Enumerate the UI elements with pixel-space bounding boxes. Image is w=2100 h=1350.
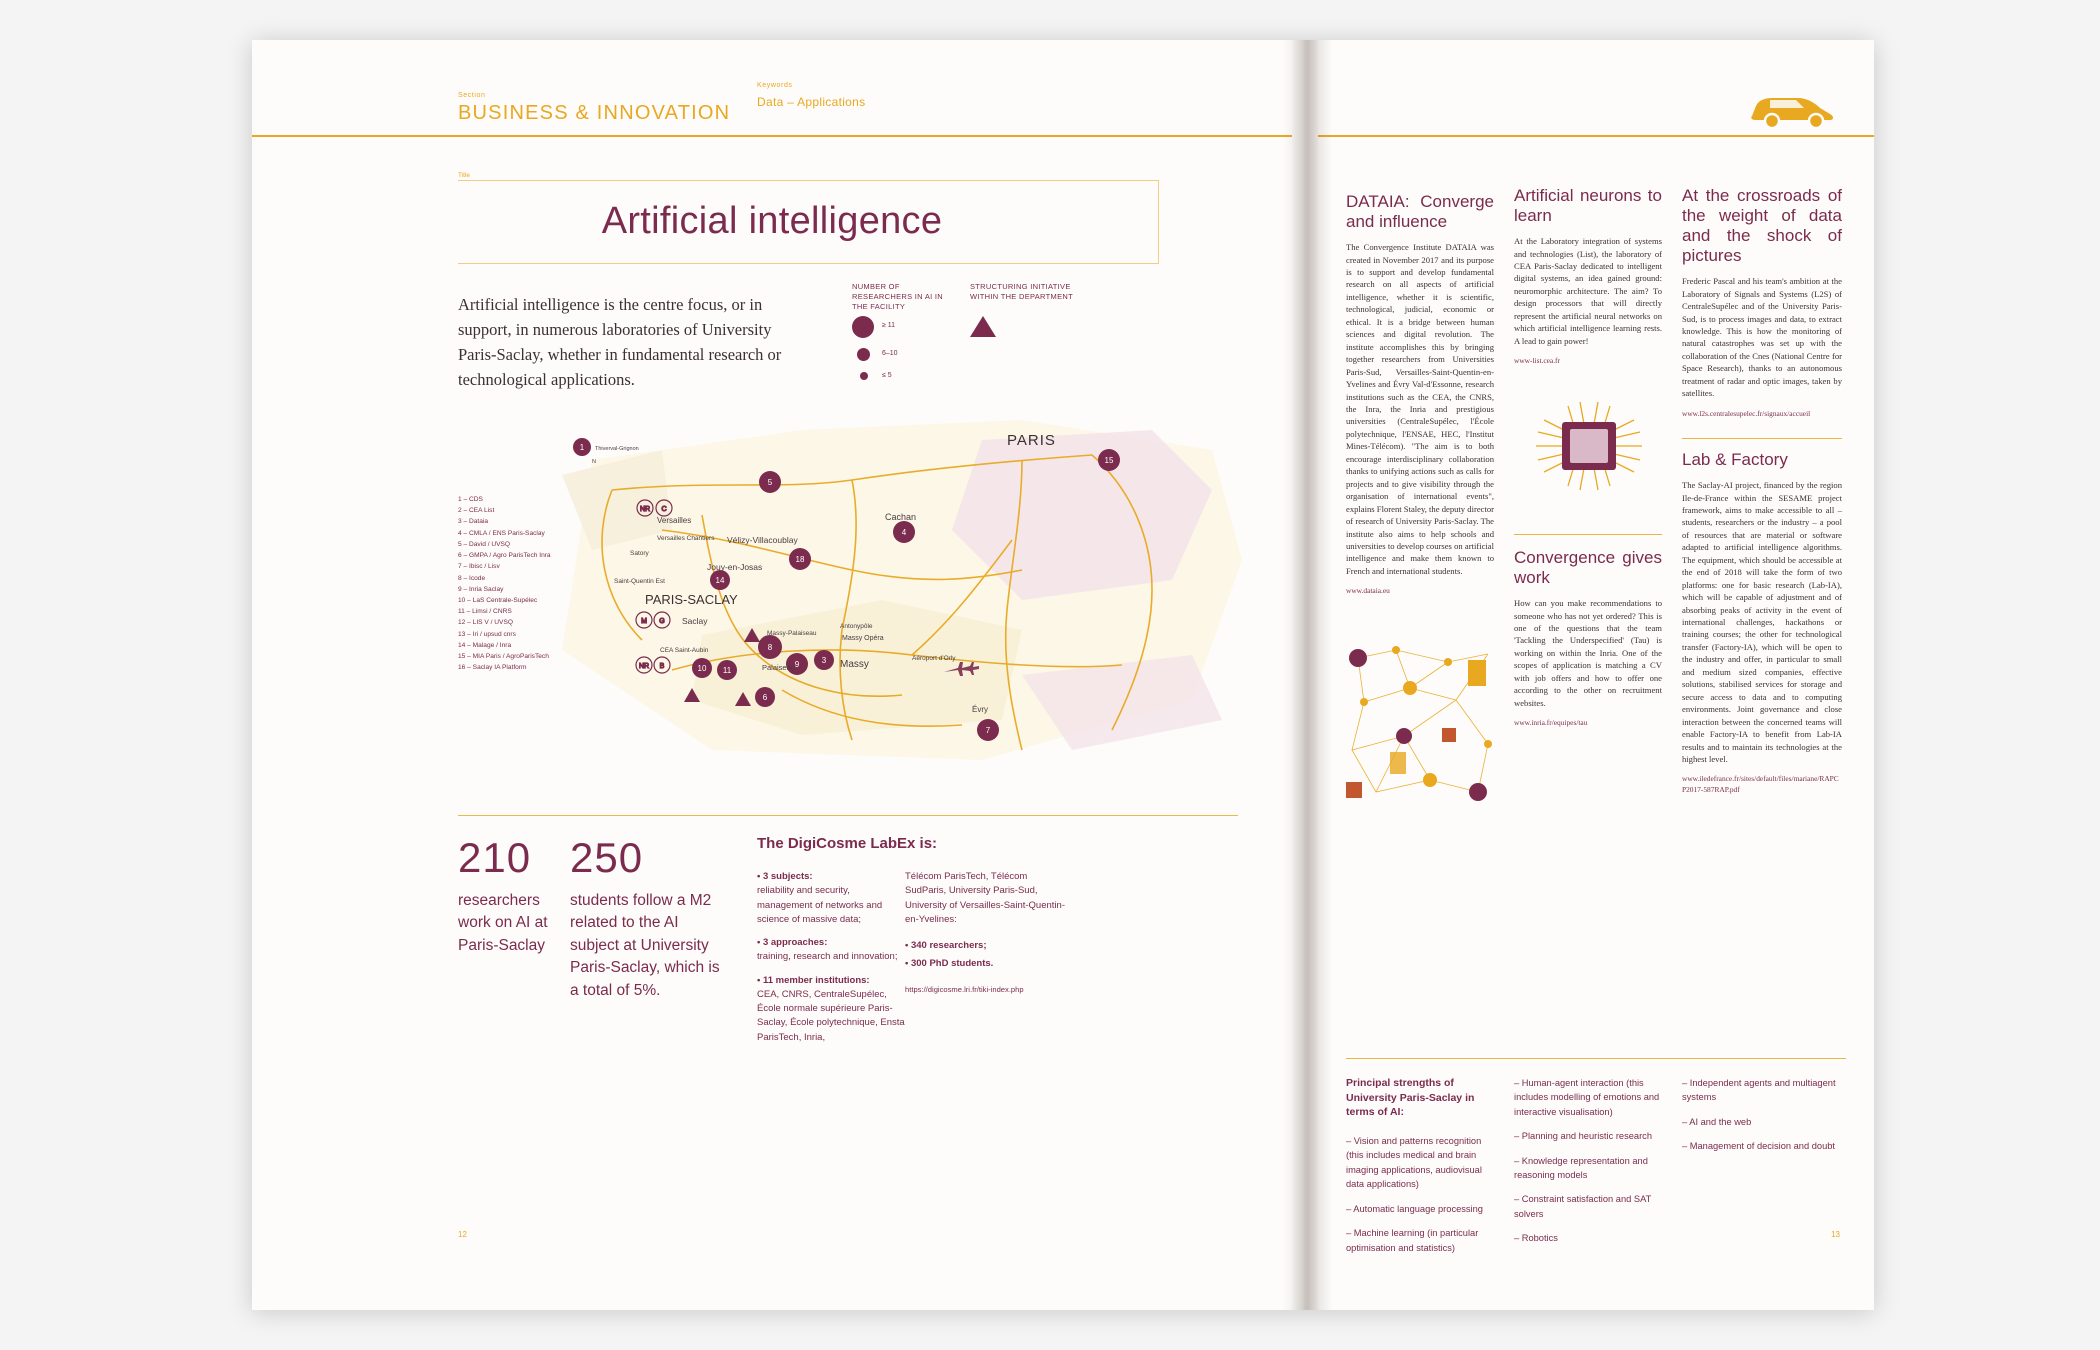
article-neurons — [1514, 186, 1662, 367]
map-legend-item: 10 – LaS Centrale-Supélec — [458, 596, 538, 604]
spread — [252, 40, 1874, 1310]
page-title: Artificial intelligence — [601, 200, 943, 242]
divider-lab-factory — [1682, 438, 1842, 439]
svg-text:Aéroport d'Orly: Aéroport d'Orly — [912, 655, 956, 662]
svg-text:N: N — [592, 459, 596, 465]
strength-item: – Automatic language processing — [1346, 1203, 1483, 1214]
svg-text:Versailles: Versailles — [657, 516, 692, 525]
svg-text:10: 10 — [697, 664, 707, 673]
digicosme-text-3: CEA, CNRS, CentraleSupélec, École normale supérieure Paris-Saclay, École polytechnique, Ensta ParisTech, Inria, — [757, 988, 905, 1043]
strength-item: – Knowledge representation and reasoning models — [1514, 1155, 1648, 1181]
stat-text-students: students follow a M2 related to the AI subject at University Paris-Saclay, which is a total of 5%. — [570, 892, 720, 999]
map-legend-item: 15 – MIA Paris / AgroParisTech — [458, 653, 549, 661]
map-legend-item: 11 – Limsi / CNRS — [458, 608, 512, 616]
svg-text:Saint-Quentin Est: Saint-Quentin Est — [614, 578, 665, 585]
page-number-right: 13 — [1831, 1230, 1840, 1239]
svg-text:Cachan: Cachan — [885, 512, 917, 522]
divider-strengths — [1346, 1058, 1846, 1059]
stat-number-students: 250 — [570, 834, 644, 881]
article-lab-factory-heading: Lab & Factory — [1682, 450, 1788, 469]
svg-text:Évry: Évry — [972, 705, 988, 714]
legend-heading-initiative: STRUCTURING INITIATIVE WITHIN THE DEPARTMENT — [970, 282, 1073, 302]
legend-triangle-marker — [970, 316, 996, 337]
digicosme-bold-2: • 3 approaches: — [757, 937, 828, 948]
map-legend-item: 16 – Saclay IA Platform — [458, 664, 527, 672]
page-number-left: 12 — [458, 1230, 467, 1239]
svg-text:Antonypôle: Antonypôle — [840, 623, 873, 630]
svg-text:PARIS-SACLAY: PARIS-SACLAY — [645, 592, 738, 607]
article-neurons-heading: Artificial neurons to learn — [1514, 186, 1662, 226]
svg-text:4: 4 — [901, 528, 907, 537]
svg-text:Palaiseau: Palaiseau — [762, 663, 795, 672]
processor-chip-icon — [1524, 392, 1654, 502]
strength-item: – Human-agent interaction (this includes modelling of emotions and interactive visualisation) — [1514, 1078, 1660, 1117]
strength-item: – AI and the web — [1682, 1116, 1752, 1127]
strength-item: – Constraint satisfaction and SAT solvers — [1514, 1194, 1652, 1219]
article-crossroads — [1682, 186, 1842, 419]
svg-text:18: 18 — [795, 555, 805, 564]
digicosme-column-2 — [905, 870, 1065, 995]
strength-item: – Machine learning (in particular optimisation and statistics) — [1346, 1228, 1479, 1253]
article-dataia-body: The Convergence Institute DATAIA was created in November 2017 and its purpose is to support and develop fundamental research on all aspects of artificial intelligence, whether it is scientific, technological, judicial, economic or ethical. It is a bridge between human sciences and digital revolution. The institute accomplishes this by bringing together researchers from Universities Paris-Sud, Versailles-Saint-Quentin-en-Yvelines and Évry Val-d'Essonne, research institutions such as the CEA, the CNRS, the Inra, the Inria and prestigious universities (CentraleSupélec, l'École polytechnique, l'ENSAE, HEC, l'Institut Mines-Télécom). "The aim is to both encourage interdisciplinary collaboration thanks to unifying actions such as calls for projects and to give visibility through the organisation of international events", explains Florent Staley, the deputy director of research of University Paris-Saclay. The institute also aims to help schools and universities to develop courses on artificial intelligence and make them known to French and international students. — [1346, 242, 1494, 576]
map-legend-list — [458, 495, 554, 675]
strength-item: – Vision and patterns recognition (this includes medical and brain imaging applications, audiovisual data applications) — [1346, 1136, 1482, 1190]
chip-die — [1570, 429, 1608, 463]
svg-text:3: 3 — [821, 656, 827, 665]
strengths-column-3 — [1682, 1076, 1842, 1154]
svg-text:Vélizy-Villacoublay: Vélizy-Villacoublay — [727, 535, 798, 545]
map-legend-item: 14 – Malage / Inra — [458, 641, 512, 649]
paris-saclay-map — [552, 420, 1252, 765]
svg-text:8: 8 — [767, 643, 773, 652]
title-tag: Title — [458, 172, 471, 179]
strength-item: – Management of decision and doubt — [1682, 1141, 1835, 1152]
legend-heading-researchers: NUMBER OF RESEARCHERS IN AI IN THE FACILITY — [852, 282, 944, 312]
map-legend-item: 2 – CEA List — [458, 507, 495, 515]
strength-item: – Independent agents and multiagent systems — [1682, 1078, 1836, 1103]
lede-paragraph: Artificial intelligence is the centre focus, or in support, in numerous laboratories of University Paris-Saclay, whether in fundamental research or technological applications. — [458, 295, 782, 390]
digicosme-bold-3: • 11 member institutions: — [757, 974, 870, 986]
article-crossroads-body: Frederic Pascal and his team's ambition at the Laboratory of Signals and Systems (L2S) of CentraleSupélec and of the University Paris-Sud, is to process images and data, to extract knowledge. This is how the monitoring of natural catastrophes was set up with the collaboration of the Cnes (National Centre for Space Research), thanks to an autonomous treatment of radar and optic images, taken by satellites. — [1682, 276, 1842, 399]
map-legend-item: 1 – CDS — [458, 496, 483, 503]
article-lab-factory-body: The Saclay-AI project, financed by the region Ile-de-France within the SESAME project framework, aims to make accessible to all – students, researchers or the industry – a pool of resources that are material or software adapted to artificial intelligence algorithms. The equipment, which should be accessible at the end of 2018 will take the form of two platforms: one for basic research (Lab-IA), which will be capable of adjustment and of absorbing peaks of activity in the event of international challenges, hackathons or training courses; the other for technological transfer (Factory-IA), which will be open to the industry and offer, in particular to small and medium sized companies, effective solutions, stabilised services for storage and secure access to data and to computing environments. Joint governance and close interaction between the concerned teams will enable Factory-IA to benefit from Lab-IA results and to maintain its technologies at the highest level. — [1682, 480, 1842, 765]
svg-text:6: 6 — [762, 693, 768, 702]
left-page — [252, 40, 1292, 1310]
article-convergence-body: How can you make recommendations to someone who has not yet ordered? This is one of the questions that the team 'Tackling the Underspecified' (Tau) is working on within the Inria. One of the scopes of application is matching a CV with job offers and how to offer one according to the other on recruitment websites. — [1514, 598, 1662, 708]
stat-text-researchers: researchers work on AI at Paris-Saclay — [458, 892, 548, 954]
svg-text:Satory: Satory — [630, 550, 649, 557]
svg-text:1: 1 — [579, 443, 585, 452]
keyword-tag: Keywords — [757, 82, 793, 89]
article-dataia — [1346, 192, 1494, 597]
svg-text:NR: NR — [638, 663, 650, 670]
legend-bubble-medium — [857, 348, 870, 361]
right-page — [1318, 40, 1874, 1310]
digicosme-text-1: reliability and security, management of networks and science of massive data; — [757, 885, 883, 925]
svg-text:11: 11 — [722, 666, 732, 675]
strengths-column-1 — [1346, 1076, 1496, 1255]
digicosme-phd: • 300 PhD students. — [905, 958, 994, 970]
article-convergence — [1514, 548, 1662, 729]
map-legend-item: 12 – LIS V / UVSQ — [458, 619, 513, 627]
article-lab-factory — [1682, 450, 1842, 796]
legend-bubble-small — [860, 372, 868, 380]
svg-text:C: C — [661, 506, 667, 513]
legend-label-small: ≤ 5 — [882, 372, 892, 379]
car-icon — [1746, 88, 1838, 130]
map-legend-item: 3 – Dataia — [458, 518, 489, 526]
svg-text:NR: NR — [639, 506, 651, 513]
svg-text:14: 14 — [715, 576, 725, 585]
digicosme-researchers: • 340 researchers; — [905, 940, 987, 951]
stat-number-researchers: 210 — [458, 834, 532, 881]
svg-text:9: 9 — [794, 660, 800, 669]
map-legend-item: 6 – GMPA / Agro ParisTech Inra — [458, 552, 551, 560]
digicosme-bold-1: • 3 subjects: — [757, 871, 813, 882]
section-tag: Section — [458, 92, 486, 99]
article-dataia-url[interactable]: www.dataia.eu — [1346, 586, 1390, 596]
article-crossroads-heading: At the crossroads of the weight of data and the shock of pictures — [1682, 186, 1842, 266]
keyword-text: Data – Applications — [757, 95, 866, 109]
svg-text:7: 7 — [985, 726, 991, 735]
map-svg — [552, 420, 1252, 765]
map-legend-item: 7 – Ibisc / Lisv — [458, 563, 500, 571]
svg-text:Jouy-en-Josas: Jouy-en-Josas — [707, 562, 763, 572]
svg-text:B: B — [659, 663, 665, 670]
strength-item: – Planning and heuristic research — [1514, 1131, 1652, 1142]
svg-text:PARIS: PARIS — [1007, 432, 1056, 449]
header-rule — [252, 135, 1292, 137]
svg-text:5: 5 — [767, 478, 773, 487]
spread-gutter — [1292, 40, 1318, 1310]
article-neurons-url[interactable]: www-list.cea.fr — [1514, 356, 1560, 366]
article-crossroads-url[interactable]: www.l2s.centralesupelec.fr/signaux/accueil — [1682, 408, 1811, 418]
svg-text:CEA Saint-Aubin: CEA Saint-Aubin — [660, 647, 709, 654]
article-convergence-url[interactable]: www.inria.fr/equipes/tau — [1514, 718, 1588, 728]
strengths-heading: Principal strengths of University Paris-Saclay in terms of AI: — [1346, 1077, 1475, 1119]
legend-bubble-large — [852, 316, 874, 338]
svg-text:15: 15 — [1104, 456, 1114, 465]
article-lab-factory-url[interactable]: www.iledefrance.fr/sites/default/files/mariane/RAPCP2017-587RAP.pdf — [1682, 774, 1839, 795]
svg-text:Massy Opéra: Massy Opéra — [842, 635, 884, 642]
map-legend-item: 4 – CMLA / ENS Paris-Saclay — [458, 529, 545, 537]
digicosme-column-1 — [757, 870, 907, 1045]
map-legend-item: 5 – David / UVSQ — [458, 540, 511, 548]
digicosme-url[interactable]: https://digicosme.lri.fr/tiki-index.php — [905, 984, 1024, 994]
svg-text:G: G — [659, 618, 665, 625]
stats-divider — [458, 815, 1238, 816]
strength-item: – Robotics — [1514, 1233, 1558, 1244]
article-convergence-heading: Convergence gives work — [1514, 548, 1662, 588]
svg-text:Saclay: Saclay — [682, 616, 708, 626]
divider-convergence — [1514, 534, 1662, 535]
digicosme-heading: The DigiCosme LabEx is: — [757, 835, 938, 852]
legend-label-medium: 6–10 — [882, 350, 898, 357]
svg-text:Thiverval-Grignon: Thiverval-Grignon — [595, 446, 639, 452]
svg-text:Massy-Palaiseau: Massy-Palaiseau — [767, 630, 817, 637]
map-legend-item: 13 – Iri / upsud cnrs — [458, 630, 516, 638]
map-legend-item: 8 – Icode — [458, 574, 486, 582]
header-rule-right — [1318, 135, 1874, 137]
svg-text:Massy: Massy — [840, 659, 869, 670]
article-neurons-body: At the Laboratory integration of systems and technologies (List), the laboratory of CEA Paris-Saclay dedicated to intelligent digital systems, an idea gained ground: neuromorphic architecture. The aim? To design processors that will directly represent the artificial neural networks on which artificial intelligence learning rests. A lead to gain power! — [1514, 236, 1662, 346]
strengths-column-2 — [1514, 1076, 1674, 1246]
svg-text:M: M — [641, 618, 647, 625]
digicosme-col2-top: Télécom ParisTech, Télécom SudParis, University Paris-Sud, University of Versailles-Saint-Quentin-en-Yvelines: — [905, 871, 1065, 925]
section-title: BUSINESS & INNOVATION — [458, 102, 731, 124]
svg-text:Versailles Chantiers: Versailles Chantiers — [657, 535, 715, 542]
article-dataia-heading: DATAIA: Converge and influence — [1346, 192, 1494, 232]
network-graph-illustration — [1338, 640, 1508, 810]
legend-label-large: ≥ 11 — [882, 322, 896, 329]
map-legend-item: 9 – Inria Saclay — [458, 585, 504, 593]
digicosme-text-2: training, research and innovation; — [757, 951, 898, 963]
network-edges — [1352, 650, 1488, 792]
